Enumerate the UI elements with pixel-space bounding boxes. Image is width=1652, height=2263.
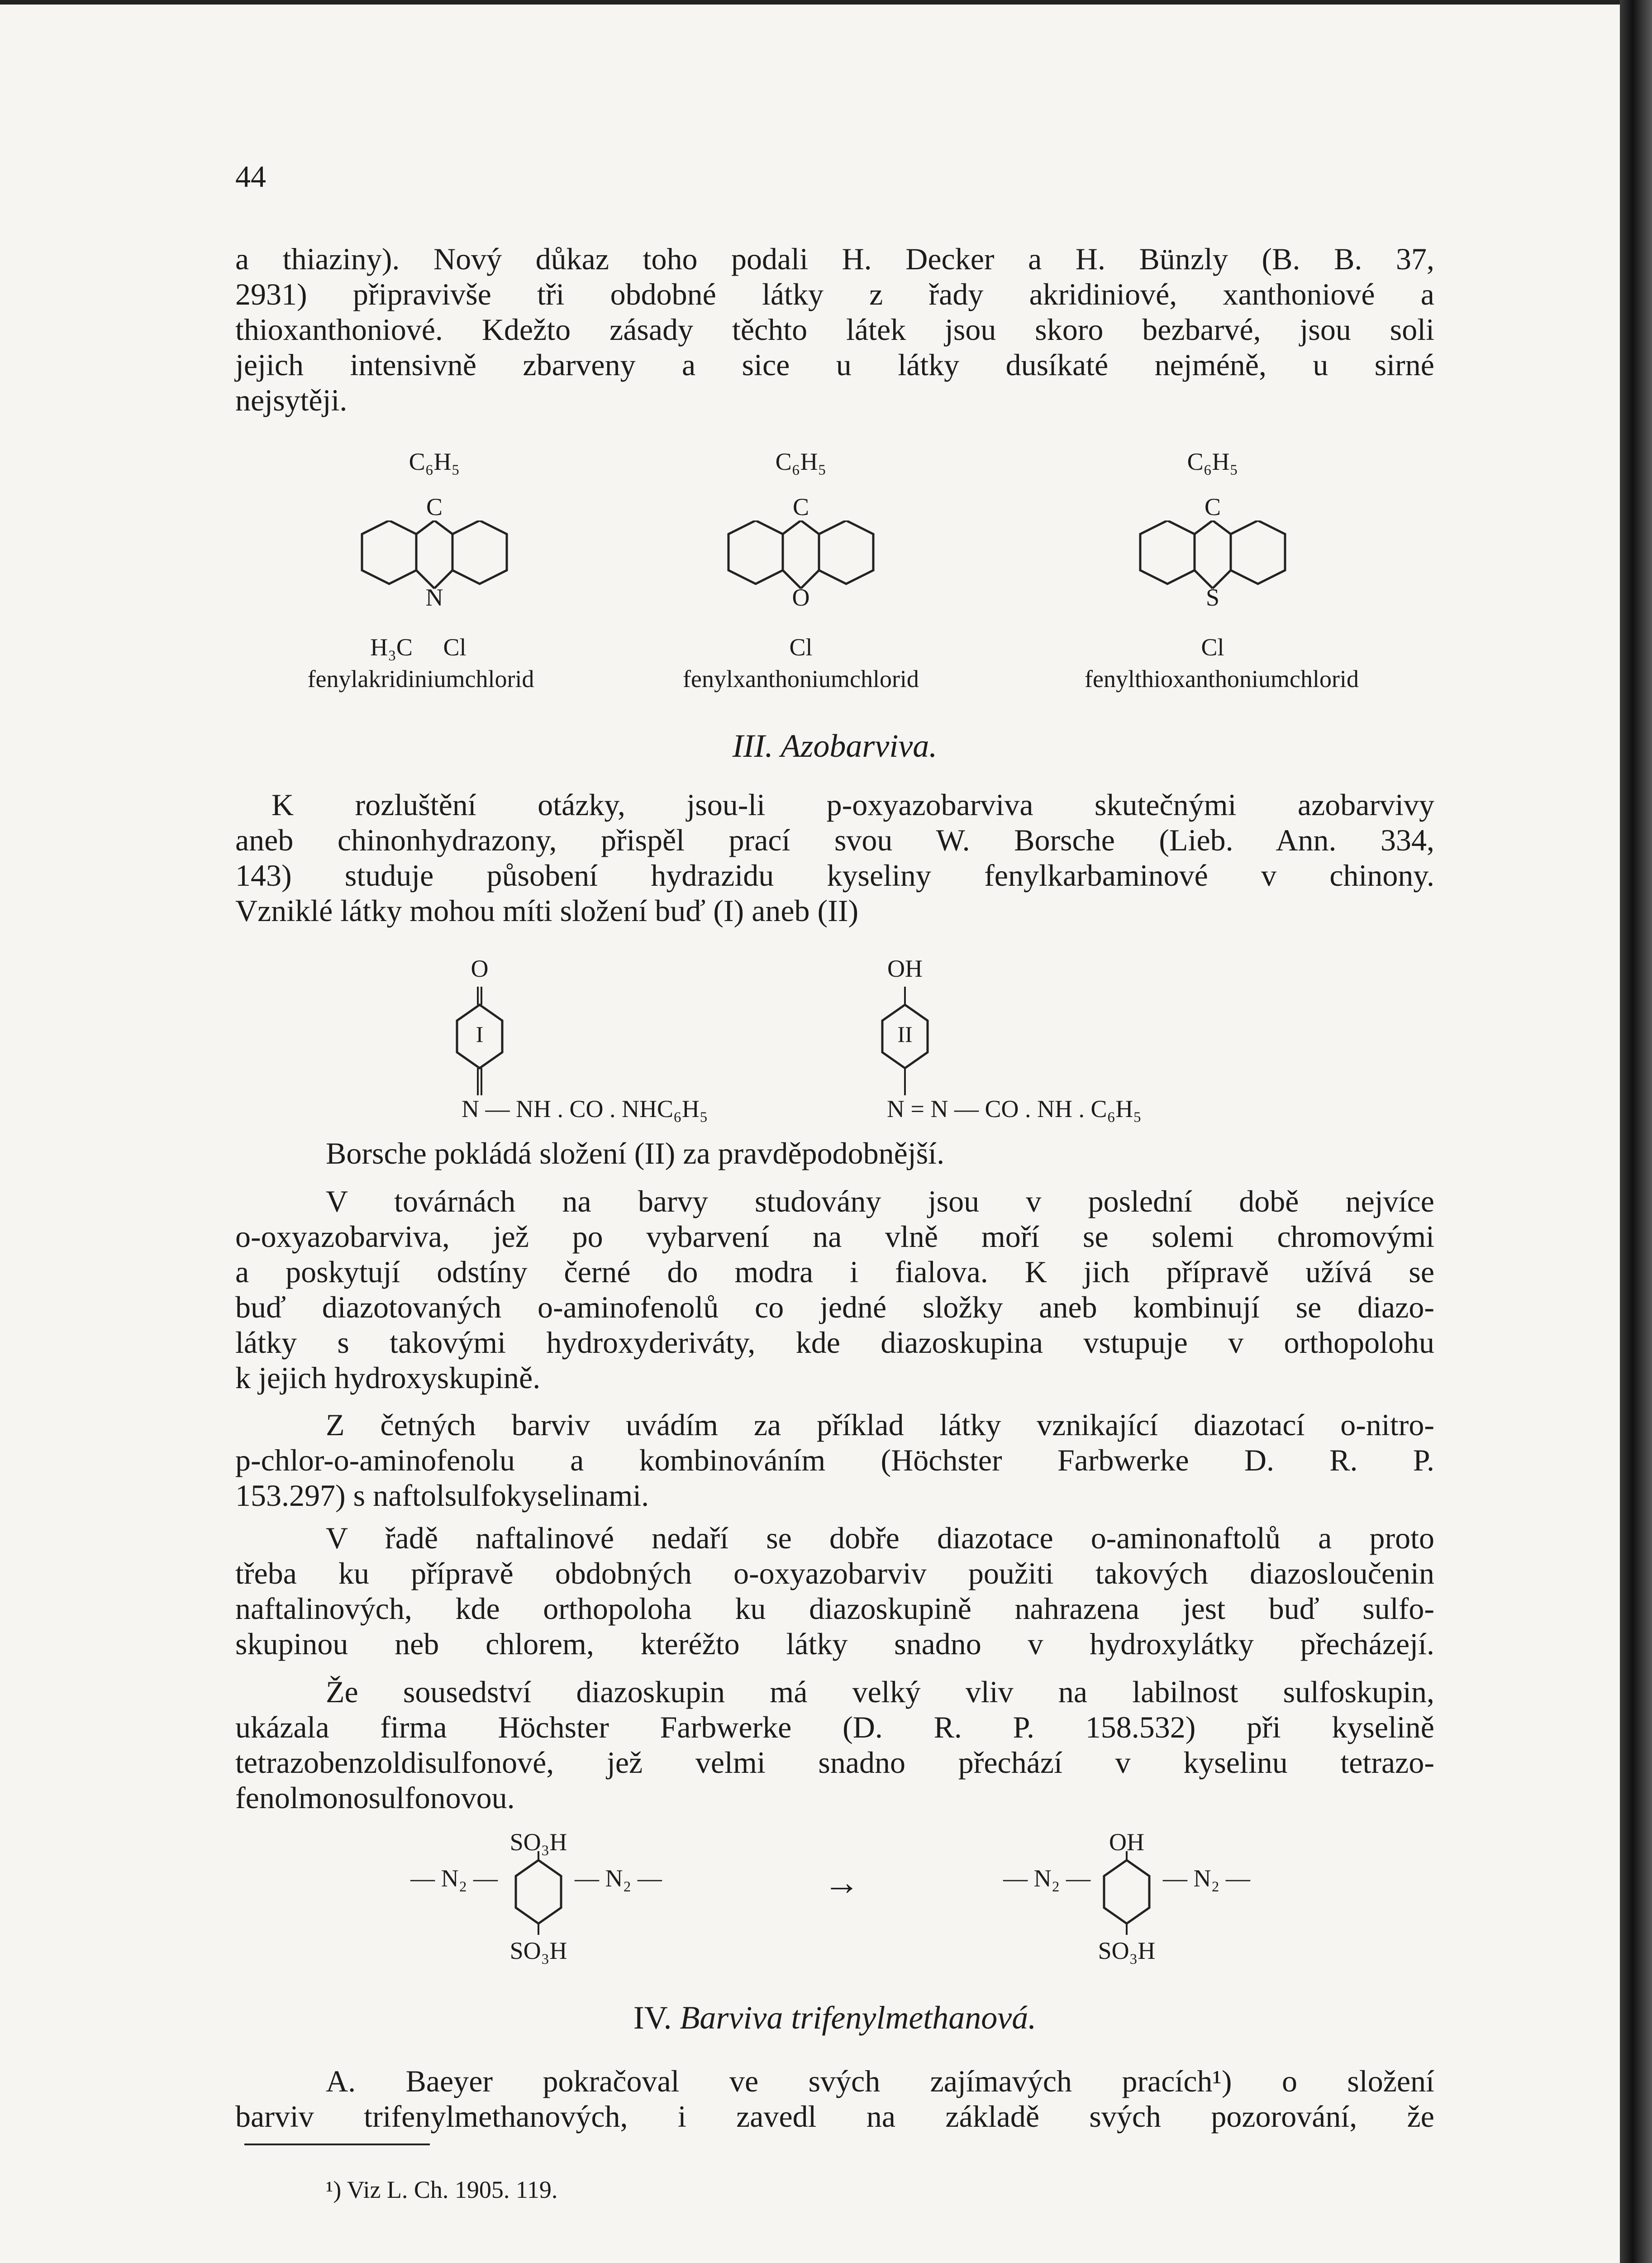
formula-top: OH bbox=[887, 955, 923, 982]
text-line: ukázala firma Höchster Farbwerke (D. R. P. 158.532) při kyselině bbox=[235, 1710, 1434, 1744]
text-line: buď diazotovaných o-aminofenolů co jedné složky aneb kombinují se diazo- bbox=[235, 1290, 1434, 1324]
formula-caption: fenylakridiniumchlorid bbox=[307, 665, 534, 692]
formula-substituent-right: Cl bbox=[1201, 634, 1224, 661]
formula-top: C₆H₅ bbox=[409, 448, 460, 475]
formula-hetero: O bbox=[792, 584, 810, 611]
reaction-arrow: → bbox=[824, 1863, 860, 1903]
section-heading bbox=[235, 2000, 1434, 2035]
page-edge-shadow bbox=[1620, 0, 1652, 2263]
text-line: Že sousedství diazoskupin má velký vliv na labilnost sulfoskupin, bbox=[326, 1675, 1434, 1709]
formula-top: C₆H₅ bbox=[775, 448, 827, 475]
text-line: tetrazobenzoldisulfonové, jež velmi snadno přechází v kyselinu tetrazo- bbox=[235, 1745, 1434, 1780]
text-line: fenolmonosulfonovou. bbox=[235, 1781, 515, 1815]
footnote: ¹) Viz L. Ch. 1905. 119. bbox=[326, 2176, 558, 2203]
text-line: skupinou neb chlorem, kteréžto látky snadno v hydroxylátky přecházejí. bbox=[235, 1627, 1434, 1661]
text-line: V továrnách na barvy studovány jsou v poslední době nejvíce bbox=[326, 1184, 1434, 1218]
formula-carbon: C bbox=[426, 493, 443, 520]
formula-bottom: SO₃H bbox=[509, 1937, 567, 1964]
ring-label: II bbox=[897, 1022, 913, 1047]
text-line: o-oxyazobarviva, jež po vybarvení na vlně moří se solemi chromovými bbox=[235, 1219, 1434, 1254]
text-line: Borsche pokládá složení (II) za pravděpodobnější. bbox=[326, 1136, 945, 1170]
formula-left-group: — N₂ — bbox=[410, 1865, 498, 1892]
text-line: aneb chinonhydrazony, přispěl prací svou W. Borsche (Lieb. Ann. 334, bbox=[235, 823, 1434, 857]
text-line: 143) studuje působení hydrazidu kyseliny fenylkarbaminové v chinony. bbox=[235, 858, 1434, 893]
text-line: A. Baeyer pokračoval ve svých zajímavých pracích¹) o složení bbox=[326, 2064, 1434, 2098]
formula-bottom: N — NH . CO . NHC₆H₅ bbox=[462, 1095, 708, 1122]
formula-substituent-left: H₃C bbox=[370, 634, 413, 661]
formula-right-group: — N₂ — bbox=[575, 1865, 662, 1892]
benzene-ring-drawing bbox=[1100, 1851, 1154, 1942]
text-line: p-chlor-o-aminofenolu a kombinováním (Höchster Farbwerke D. R. P. bbox=[235, 1443, 1434, 1477]
text-line: V řadě naftalinové nedaří se dobře diazotace o-aminonaftolů a proto bbox=[326, 1521, 1434, 1555]
formula-bottom: N = N — CO . NH . C₆H₅ bbox=[887, 1095, 1142, 1122]
text-line: nejsytěji. bbox=[235, 383, 348, 417]
text-line: 153.297) s naftolsulfokyselinami. bbox=[235, 1478, 649, 1513]
formula-top: SO₃H bbox=[509, 1829, 567, 1856]
formula-bottom: SO₃H bbox=[1098, 1937, 1156, 1964]
text-line: K rozluštění otázky, jsou-li p-oxyazobarviva skutečnými azobarvivy bbox=[271, 788, 1434, 822]
formula-caption: fenylxanthoniumchlorid bbox=[683, 665, 919, 692]
text-line: k jejich hydroxyskupině. bbox=[235, 1361, 541, 1395]
formula-substituent-right: Cl bbox=[789, 634, 813, 661]
formula-hetero: S bbox=[1205, 584, 1220, 611]
section-title: Azobarviva. bbox=[781, 728, 938, 764]
formula-carbon: C bbox=[792, 493, 809, 520]
text-line: třeba ku přípravě obdobných o-oxyazobarviv použiti takových diazosloučenin bbox=[235, 1556, 1434, 1590]
text-line: naftalinových, kde orthopoloha ku diazoskupině nahrazena jest buď sulfo- bbox=[235, 1591, 1434, 1626]
formula-carbon: C bbox=[1204, 493, 1221, 520]
text-line: Z četných barviv uvádím za příklad látky vznikající diazotací o-nitro- bbox=[326, 1408, 1434, 1442]
text-line: jejich intensivně zbarveny a sice u látky dusíkaté nejméně, u sirné bbox=[235, 348, 1434, 382]
quinone-ring-drawing bbox=[452, 987, 507, 1104]
text-line: látky s takovými hydroxyderiváty, kde diazoskupina vstupuje v orthopolohu bbox=[235, 1325, 1434, 1360]
formula-left-group: — N₂ — bbox=[1003, 1865, 1090, 1892]
formula-top: OH bbox=[1109, 1829, 1144, 1856]
text-line: a thiaziny). Nový důkaz toho podali H. Decker a H. Bünzly (B. B. 37, bbox=[235, 242, 1434, 276]
benzene-ring-drawing bbox=[511, 1851, 566, 1942]
section-numeral: IV. bbox=[633, 2000, 672, 2036]
section-numeral: III. bbox=[732, 728, 773, 764]
text-line: thioxanthoniové. Kdežto zásady těchto látek jsou skoro bezbarvé, jsou soli bbox=[235, 312, 1434, 347]
formula-top: O bbox=[471, 955, 489, 982]
footnote-rule bbox=[244, 2144, 430, 2145]
phenol-ring-drawing bbox=[878, 987, 932, 1104]
text-line: 2931) připravivše tři obdobné látky z řady akridiniové, xanthoniové a bbox=[235, 277, 1434, 311]
formula-right-group: — N₂ — bbox=[1163, 1865, 1250, 1892]
text-line: barviv trifenylmethanových, i zavedl na základě svých pozorování, že bbox=[235, 2099, 1434, 2134]
text-line: Vzniklé látky mohou míti složení buď (I) aneb (II) bbox=[235, 893, 859, 928]
text-line: a poskytují odstíny černé do modra i fialova. K jich přípravě užívá se bbox=[235, 1255, 1434, 1289]
formula-top: C₆H₅ bbox=[1187, 448, 1238, 475]
formula-hetero: N bbox=[425, 584, 443, 611]
section-title: Barviva trifenylmethanová. bbox=[680, 2000, 1037, 2036]
section-heading bbox=[235, 729, 1434, 763]
top-border bbox=[0, 0, 1652, 5]
formula-substituent-right: Cl bbox=[443, 634, 467, 661]
page-number: 44 bbox=[235, 159, 266, 194]
formula-caption: fenylthioxanthoniumchlorid bbox=[1085, 665, 1359, 692]
ring-label: I bbox=[476, 1022, 484, 1047]
